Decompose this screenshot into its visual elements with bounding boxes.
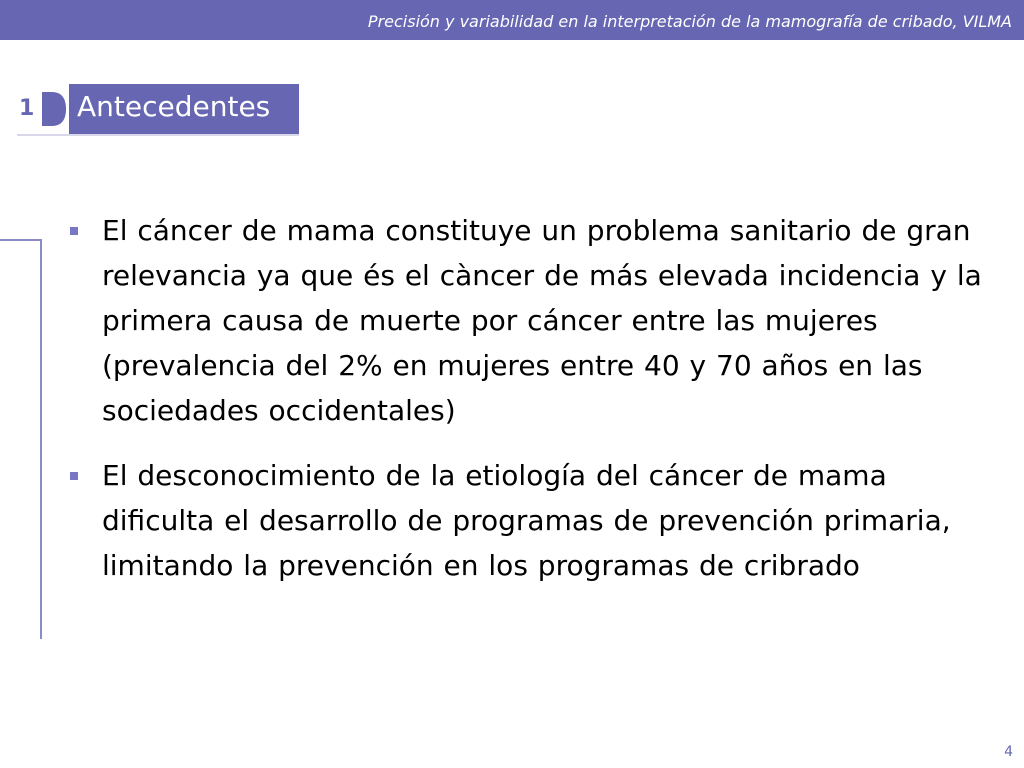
- bullet-text: El desconocimiento de la etiología del cáncer de mama dificulta el desarrollo de programas de prevención primaria, limitando la prevención en los programas de cribrado: [102, 459, 951, 582]
- page-number: 4: [1004, 744, 1013, 760]
- section-number-badge-icon: [17, 84, 69, 134]
- side-rule: [0, 239, 42, 639]
- bullet-item: [70, 453, 985, 588]
- presentation-title: Precisión y variabilidad en la interpretación de la mamografía de cribado, VILMA: [367, 12, 1012, 31]
- top-banner: [0, 0, 1024, 40]
- section-title: Antecedentes: [77, 90, 271, 123]
- bullet-text: El cáncer de mama constituye un problema sanitario de gran relevancia ya que és el càncer de más elevada incidencia y la primera causa de muerte por cáncer entre las mujeres (prevalencia del 2% en mujeres entre 40 y 70 años en las sociedades occidentales): [102, 214, 982, 427]
- section-number: 1: [19, 96, 35, 121]
- bullet-item: [70, 208, 985, 433]
- bullet-list: [70, 208, 985, 608]
- square-bullet-icon: [70, 227, 78, 235]
- square-bullet-icon: [70, 472, 78, 480]
- section-heading: [17, 84, 299, 134]
